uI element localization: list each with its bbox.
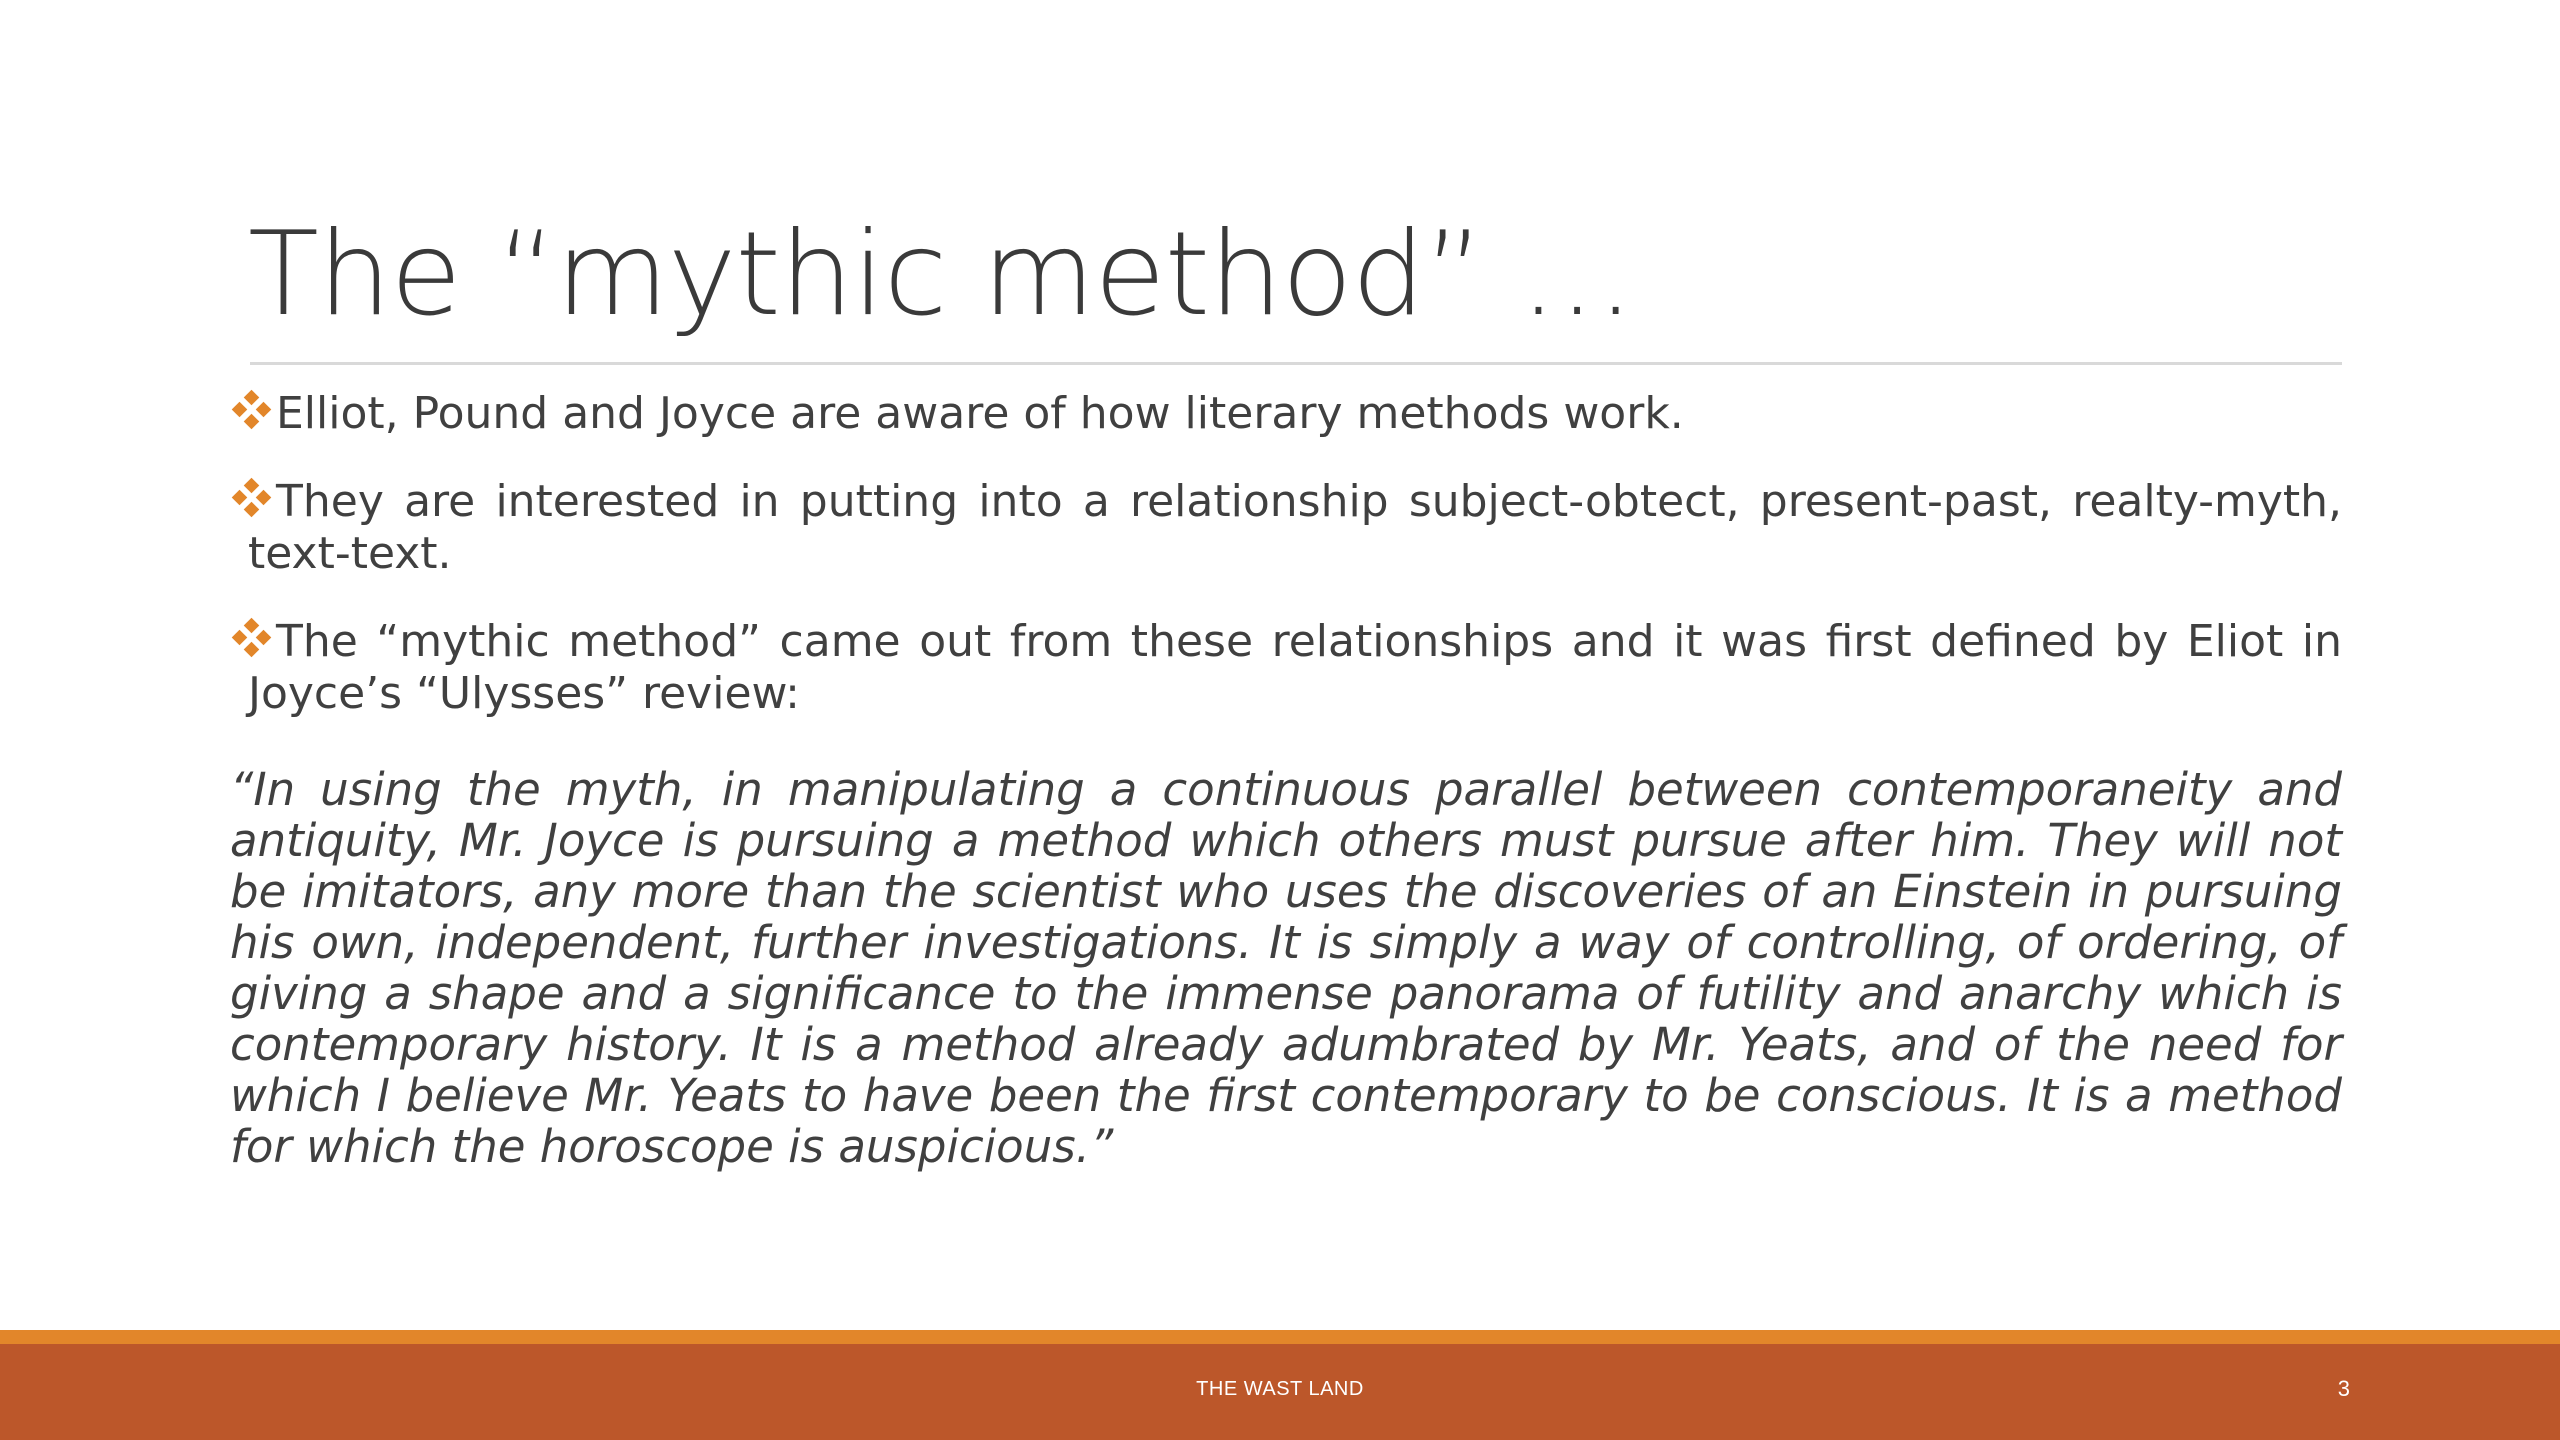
bullet-text: The “mythic method” came out from these relationships and it was first defined by Eliot in Joyce’s “Ulysses” review: [248, 616, 2342, 719]
diamond-bullet-icon [230, 390, 274, 430]
footer-accent-stripe [0, 1330, 2560, 1344]
slide-content [230, 388, 2342, 1188]
diamond-bullet-icon [230, 478, 274, 518]
bullet-item [230, 388, 2342, 440]
slide-number: 3 [2337, 1376, 2350, 1401]
eliot-quote: “In using the myth, in manipulating a continuous parallel between contemporaneity and antiquity, Mr. Joyce is pursuing a method which others must pursue after him. They will not be imitators, any more than the scientist who uses the discoveries of an Einstein in pursuing his own, independent, further investigations. It is simply a way of controlling, of ordering, of giving a shape and a significance to the immense panorama of futility and anarchy which is contemporary history. It is a method already adumbrated by Mr. Yeats, and of the need for which I believe Mr. Yeats to have been the first contemporary to be conscious. It is a method for which the horoscope is auspicious.” [230, 763, 2342, 1173]
title-divider [250, 362, 2342, 365]
bullet-text: They are interested in putting into a relationship subject-obtect, present-past, realty-myth, text-text. [248, 476, 2342, 579]
bullet-text: Elliot, Pound and Joyce are aware of how literary methods work. [276, 388, 1684, 439]
diamond-bullet-icon [230, 618, 274, 658]
bullet-item [230, 616, 2342, 720]
bullet-item [230, 476, 2342, 580]
slide-title: The “mythic method” … [248, 207, 1635, 342]
footer-title: THE WAST LAND [1196, 1378, 1364, 1400]
